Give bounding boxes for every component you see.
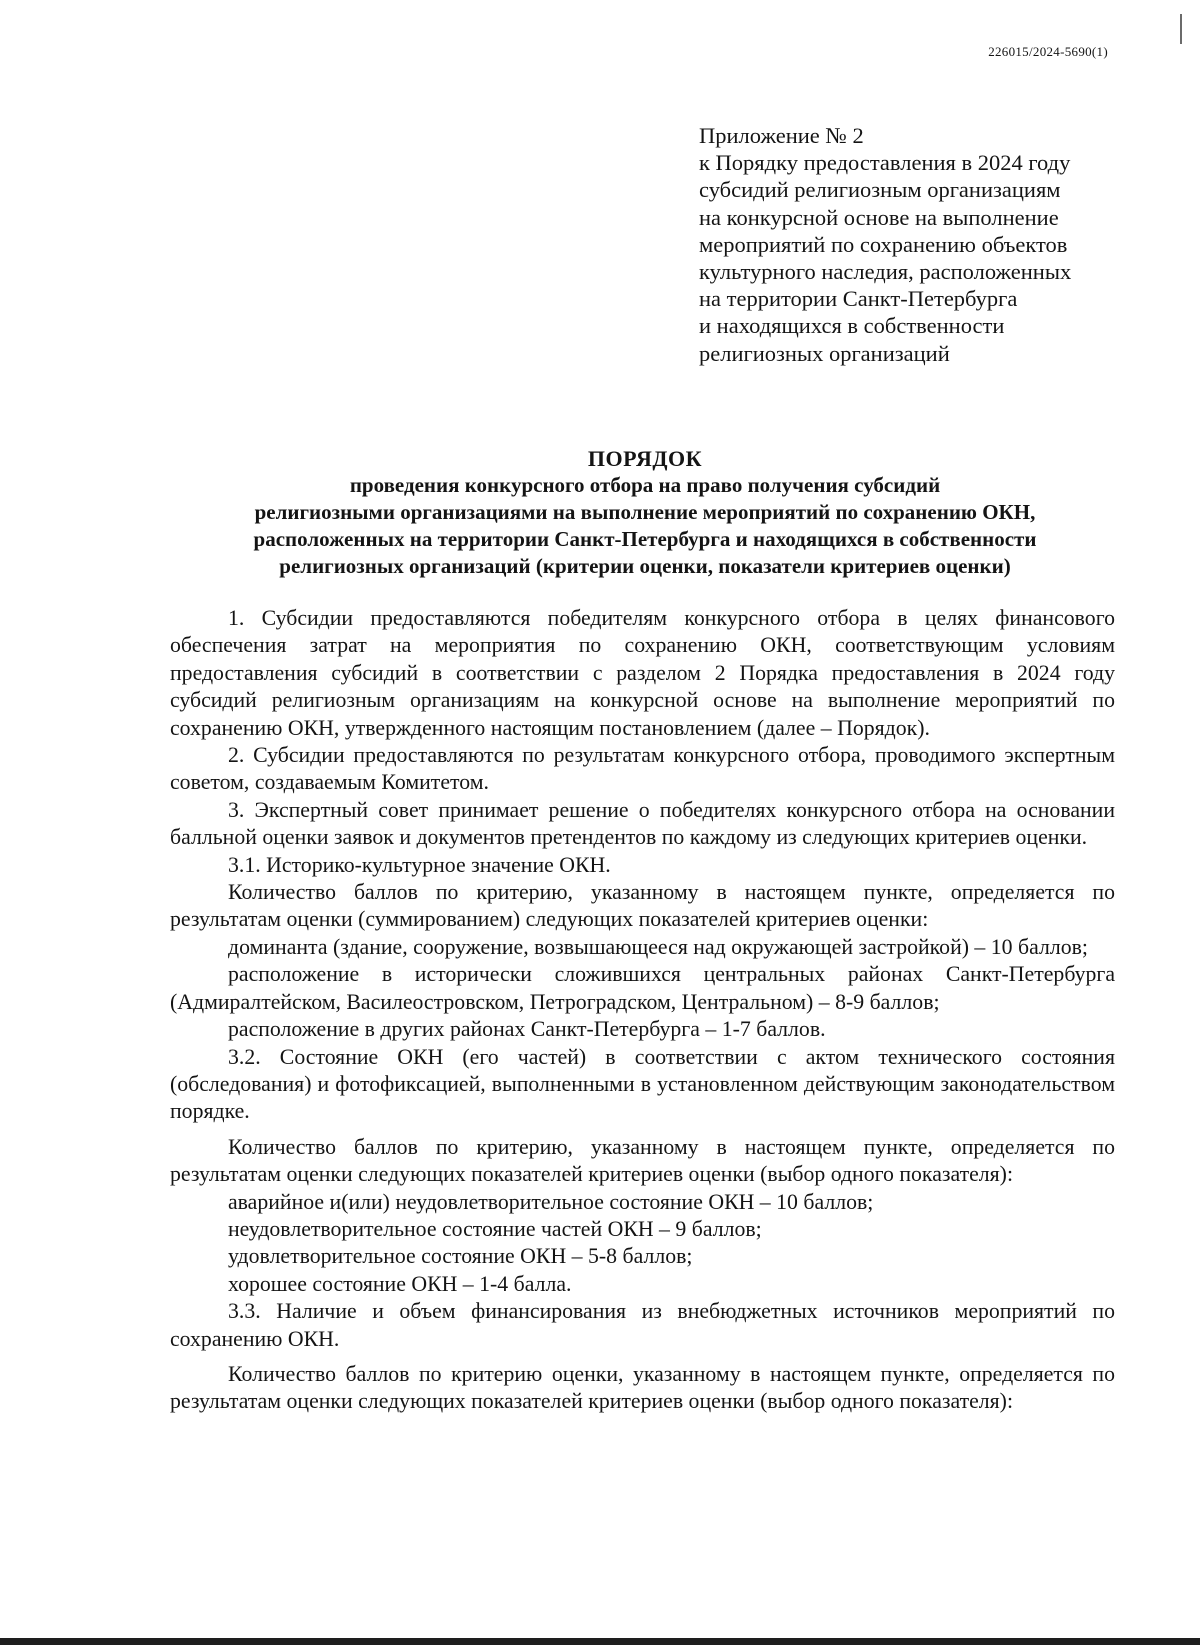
appendix-line: субсидий религиозным организациям bbox=[699, 177, 1061, 203]
paragraph-3-3-scoring: Количество баллов по критерию оценки, указанному в настоящем пункте, определяется по результатам оценки следующих показателей критериев оценки (выбор одного показателя): bbox=[170, 1361, 1115, 1414]
appendix-line: и находящихся в собственности bbox=[699, 313, 1005, 339]
document-body bbox=[170, 605, 1115, 1416]
indicator-good: хорошее состояние ОКН – 1-4 балла. bbox=[228, 1271, 572, 1296]
title-main: ПОРЯДОК bbox=[587, 446, 703, 471]
indicator-parts-unsatisfactory: неудовлетворительное состояние частей ОКН – 9 баллов; bbox=[228, 1216, 762, 1241]
document-title bbox=[60, 445, 1200, 580]
title-subtitle-line: религиозных организаций (критерии оценки, показатели критериев оценки) bbox=[279, 554, 1011, 578]
appendix-line: к Порядку предоставления в 2024 году bbox=[699, 150, 1071, 176]
appendix-note bbox=[699, 122, 1119, 367]
appendix-line: религиозных организаций bbox=[699, 340, 950, 366]
paragraph-3-2-scoring: Количество баллов по критерию, указанному в настоящем пункте, определяется по результатам оценки следующих показателей критериев оценки (выбор одного показателя): bbox=[170, 1134, 1115, 1187]
appendix-line: Приложение № 2 bbox=[699, 123, 864, 148]
paragraph-3-2: 3.2. Состояние ОКН (его частей) в соответствии с актом технического состояния (обследования) и фотофиксацией, выполненными в установленном действующим законодательством порядке. bbox=[170, 1044, 1115, 1124]
appendix-line: на территории Санкт-Петербурга bbox=[699, 286, 1018, 312]
scan-artifact bbox=[1180, 14, 1182, 44]
indicator-central-districts: расположение в исторически сложившихся центральных районах Санкт-Петербурга (Адмиралтейском, Василеостровском, Петроградском, Центральном) – 8-9 баллов; bbox=[170, 962, 1115, 1014]
scan-bottom-edge bbox=[0, 1638, 1200, 1645]
title-subtitle-line: проведения конкурсного отбора на право получения субсидий bbox=[349, 473, 941, 497]
indicator-satisfactory: удовлетворительное состояние ОКН – 5-8 баллов; bbox=[228, 1244, 693, 1269]
title-subtitle-line: религиозными организациями на выполнение мероприятий по сохранению ОКН, bbox=[254, 500, 1036, 524]
paragraph-3-3: 3.3. Наличие и объем финансирования из внебюджетных источников мероприятий по сохранению ОКН. bbox=[170, 1299, 1115, 1351]
appendix-line: культурного наследия, расположенных bbox=[699, 259, 1072, 285]
indicator-emergency-state: аварийное и(или) неудовлетворительное состояние ОКН – 10 баллов; bbox=[228, 1189, 874, 1214]
title-subtitle-line: расположенных на территории Санкт-Петербурга и находящихся в собственности bbox=[253, 527, 1037, 551]
appendix-line: мероприятий по сохранению объектов bbox=[699, 231, 1068, 257]
paragraph-1: 1. Субсидии предоставляются победителям конкурсного отбора в целях финансового обеспечения затрат на мероприятия по сохранению ОКН, соответствующим условиям предоставления субсидий в соответствии с разделом 2 Порядка предоставления в 2024 году субсидий религиозным организациям на конкурсной основе на выполнение мероприятий по сохранению ОКН, утвержденного настоящим постановлением (далее – Порядок). bbox=[170, 606, 1115, 740]
appendix-line: на конкурсной основе на выполнение bbox=[699, 204, 1059, 230]
paragraph-3-1-scoring: Количество баллов по критерию, указанному в настоящем пункте, определяется по результатам оценки (суммированием) следующих показателей критериев оценки: bbox=[170, 880, 1115, 932]
indicator-other-districts: расположение в других районах Санкт-Петербурга – 1-7 баллов. bbox=[228, 1017, 826, 1042]
paragraph-2: 2. Субсидии предоставляются по результатам конкурсного отбора, проводимого экспертным советом, создаваемым Комитетом. bbox=[170, 743, 1115, 795]
document-number: 226015/2024-5690(1) bbox=[988, 44, 1108, 59]
indicator-dominant: доминанта (здание, сооружение, возвышающееся над окружающей застройкой) – 10 баллов; bbox=[228, 934, 1088, 959]
paragraph-3: 3. Экспертный совет принимает решение о победителях конкурсного отбора на основании балльной оценки заявок и документов претендентов по каждому из следующих критериев оценки. bbox=[170, 797, 1115, 850]
paragraph-3-1: 3.1. Историко-культурное значение ОКН. bbox=[228, 852, 611, 877]
